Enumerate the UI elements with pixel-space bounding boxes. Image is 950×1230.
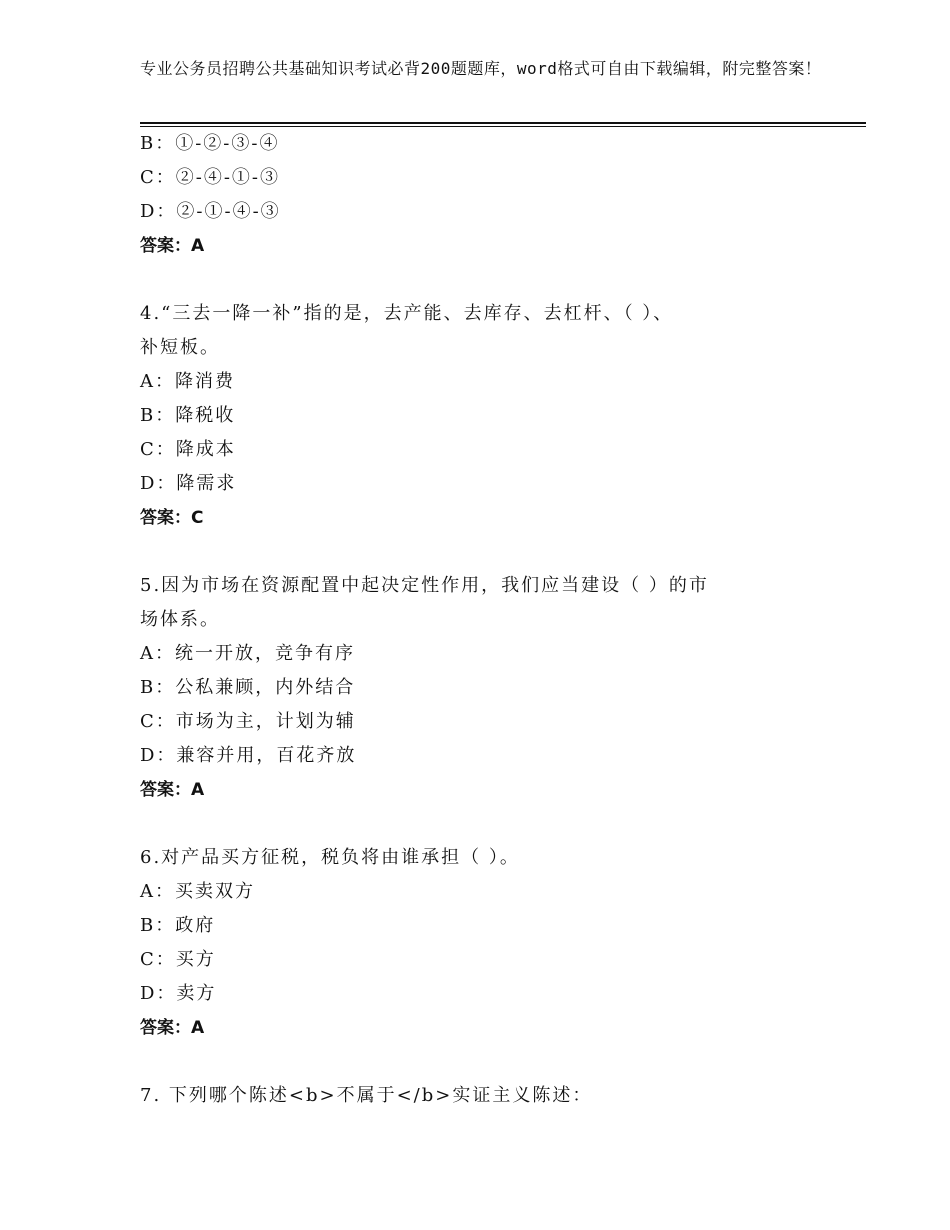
option-c: C：降成本 <box>140 439 236 460</box>
question-text: 7. 下列哪个陈述<b>不属于</b>实证主义陈述： <box>140 1085 593 1106</box>
option-c: C：市场为主，计划为辅 <box>140 711 356 732</box>
option-d: D：②-①-④-③ <box>140 201 281 222</box>
question-text: 5.因为市场在资源配置中起决定性作用，我们应当建设（ ）的市 <box>140 575 709 596</box>
option-c: C：买方 <box>140 949 216 970</box>
question-text-cont: 场体系。 <box>140 609 220 630</box>
option-d: D：卖方 <box>140 983 217 1004</box>
option-b: B：①-②-③-④ <box>140 133 280 154</box>
question-text: 6.对产品买方征税，税负将由谁承担（ ）。 <box>140 847 520 868</box>
question-text-cont: 补短板。 <box>140 337 220 358</box>
question-5 <box>140 569 820 807</box>
option-a: A：降消费 <box>140 371 235 392</box>
option-a: A：统一开放，竞争有序 <box>140 643 355 664</box>
question-3-tail <box>140 127 820 263</box>
option-b: B：政府 <box>140 915 216 936</box>
document-header: 专业公务员招聘公共基础知识考试必背200题题库，word格式可自由下载编辑，附完整答案！ <box>140 59 822 78</box>
option-d: D：兼容并用，百花齐放 <box>140 745 357 766</box>
option-a: A：买卖双方 <box>140 881 255 902</box>
question-4 <box>140 297 820 535</box>
option-c: C：②-④-①-③ <box>140 167 281 188</box>
question-text: 4.“三去一降一补”指的是，去产能、去库存、去杠杆、（ ）、 <box>140 303 674 324</box>
option-b: B：降税收 <box>140 405 236 426</box>
question-7 <box>140 1079 820 1113</box>
answer: 答案：C <box>140 508 204 528</box>
option-d: D：降需求 <box>140 473 237 494</box>
header-rule-thick <box>140 122 866 124</box>
answer: 答案：A <box>140 780 205 800</box>
option-b: B：公私兼顾，内外结合 <box>140 677 356 698</box>
question-6 <box>140 841 820 1045</box>
question-list <box>140 127 820 1113</box>
answer: 答案：A <box>140 1018 205 1038</box>
answer: 答案：A <box>140 236 205 256</box>
